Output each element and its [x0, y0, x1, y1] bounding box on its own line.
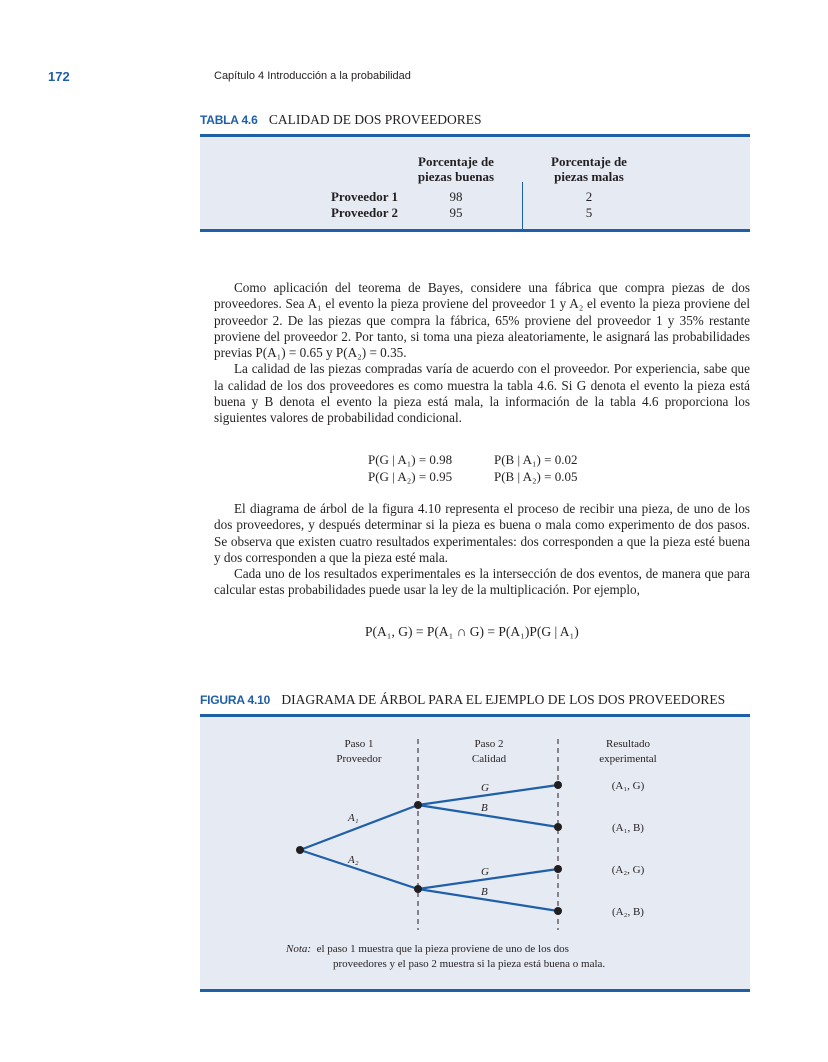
- label-a1: A₁: [348, 812, 359, 824]
- label-g-upper: G: [481, 782, 489, 794]
- branch-a1-b-line: [418, 805, 558, 827]
- table-divider: [522, 182, 523, 232]
- row-label-proveedor-1: Proveedor 1: [330, 189, 398, 204]
- figure-note: [286, 942, 605, 972]
- cond-prob-1: P(G | A₁) = 0.98: [368, 452, 453, 467]
- cell-p1-buenas: 98: [449, 189, 463, 204]
- quality-table: [200, 134, 750, 232]
- cond-prob-3: P(G | A₂) = 0.95: [368, 469, 453, 484]
- leaf-a1-g: [554, 781, 562, 789]
- cell-p2-buenas: 95: [449, 205, 463, 220]
- column-headers: [336, 738, 656, 765]
- result-line1: Resultado: [606, 738, 650, 750]
- outcome-a1-b: (A₁, B): [612, 822, 644, 834]
- cond-prob-4: P(B | A₂) = 0.05: [494, 469, 578, 484]
- root-node: [296, 846, 304, 854]
- paragraph-3: El diagrama de árbol de la figura 4.10 representa el proceso de recibir una pieza, de uno de los dos proveedores, y después determinar si la pieza es buena o mala como experimento de dos pasos. Se observa que existen cuatro resultados experimentales: dos corresponden a que la pieza esté buena y dos corresponden a que la pieza esté mala. Cada uno de los resultados experimentales es la intersección de dos eventos, de manera que para calcular estas probabilidades puede usar la ley de la multiplicación. Por ejemplo,: [214, 501, 750, 598]
- branch-a1-line: [300, 805, 418, 850]
- multiplication-formula: P(A₁, G) = P(A₁ ∩ G) = P(A₁)P(G | A₁): [365, 624, 579, 639]
- row-label-proveedor-2: Proveedor 2: [330, 205, 398, 220]
- outcome-a2-g: (A₂, G): [611, 864, 645, 876]
- step1-line1: Paso 1: [344, 738, 374, 750]
- step1-line2: Proveedor: [336, 753, 382, 765]
- table-title: CALIDAD DE DOS PROVEEDORES: [268, 112, 482, 127]
- figure-label: FIGURA 4.10: [200, 693, 271, 707]
- table-caption: [200, 112, 482, 128]
- leaf-a2-g: [554, 865, 562, 873]
- paragraph-2: La calidad de las piezas compradas varía de acuerdo con el proveedor. Por experiencia, sabe que la calidad de los dos proveedores es como muestra la tabla 4.6. Si G denota el evento la pieza está buena y B denota el evento la pieza está mala, la información de la tabla 4.6 proporciona los siguientes valores de probabilidad condicional.: [214, 361, 750, 426]
- figure-title: DIAGRAMA DE ÁRBOL PARA EL EJEMPLO DE LOS DOS PROVEEDORES: [281, 692, 726, 707]
- table-label: TABLA 4.6: [200, 113, 258, 127]
- leaf-a2-b: [554, 907, 562, 915]
- step2-line1: Paso 2: [474, 738, 504, 750]
- cell-p2-malas: 5: [585, 205, 593, 220]
- paragraph-4: Cada uno de los resultados experimentales es la intersección de dos eventos, de manera que para calcular estas probabilidades puede usar la ley de la multiplicación. Por ejemplo,: [214, 566, 750, 598]
- page-number: 172: [48, 69, 70, 84]
- tree-diagram-panel: [200, 714, 750, 992]
- label-g-lower: G: [481, 866, 489, 878]
- note-line-1: el paso 1 muestra que la pieza proviene de uno de los dos: [316, 943, 569, 955]
- result-line2: experimental: [599, 753, 657, 765]
- label-b-lower: B: [481, 886, 488, 898]
- outcome-a1-g: (A₁, G): [611, 780, 645, 792]
- cond-prob-2: P(B | A₁) = 0.02: [494, 452, 578, 467]
- col-header-malas: Porcentaje de piezas malas: [551, 154, 627, 184]
- branch-a2-b-line: [418, 889, 558, 911]
- branch-a2-line: [300, 850, 418, 889]
- label-b-upper: B: [481, 802, 488, 814]
- label-a2: A₂: [348, 854, 359, 866]
- leaf-a1-b: [554, 823, 562, 831]
- note-line-2: proveedores y el paso 2 muestra si la pieza está buena o mala.: [333, 958, 606, 970]
- running-head: Capítulo 4 Introducción a la probabilidad: [214, 70, 411, 82]
- cell-p1-malas: 2: [585, 189, 593, 204]
- figure-caption: [200, 692, 725, 708]
- paragraph-1: Como aplicación del teorema de Bayes, considere una fábrica que compra piezas de dos proveedores. Sea A₁ el evento la pieza proviene del proveedor 1 y A₂ el evento la pieza proviene del proveedor 2. De las piezas que compra la fábrica, 65% proviene del proveedor 1 y 35% restante proviene del proveedor 2. Por tanto, si toma una pieza aleatoriamente, le asignará las probabilidades previas P(A₁) = 0.65 y P(A₂) = 0.35. La calidad de las piezas compradas varía de acuerdo con el proveedor. Por experiencia, sabe que la calidad de los dos proveedores es como muestra la tabla 4.6. Si G denota el evento la pieza está buena y B denota el evento la pieza está mala, la información de la tabla 4.6 proporciona los siguientes valores de probabilidad condicional.: [214, 280, 750, 426]
- col-header-buenas: Porcentaje de piezas buenas: [417, 154, 495, 184]
- step2-line2: Calidad: [471, 753, 507, 765]
- outcome-a2-b: (A₂, B): [612, 906, 644, 918]
- note-label: Nota:: [286, 943, 312, 955]
- node-a1: [414, 801, 422, 809]
- node-a2: [414, 885, 422, 893]
